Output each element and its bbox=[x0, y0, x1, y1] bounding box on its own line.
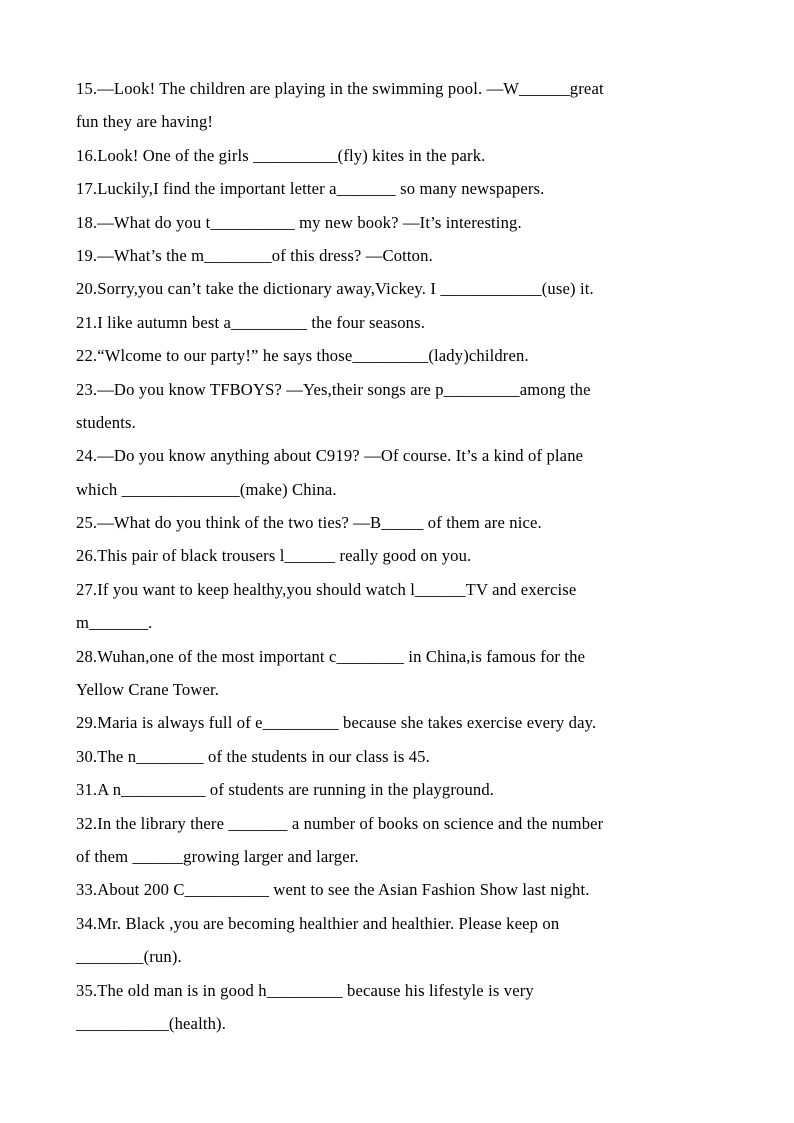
question-line: fun they are having! bbox=[76, 112, 214, 132]
question-31 bbox=[76, 773, 721, 806]
question-33 bbox=[76, 873, 721, 906]
question-line: students. bbox=[76, 412, 136, 432]
question-line: 21.I like autumn best a_________ the four seasons. bbox=[76, 312, 425, 332]
question-line: 19.—What’s the m________of this dress? —Cotton. bbox=[76, 245, 433, 265]
question-line: ________(run). bbox=[76, 947, 182, 967]
question-line: 25.—What do you think of the two ties? —B_____ of them are nice. bbox=[76, 513, 542, 533]
question-25 bbox=[76, 506, 721, 539]
question-27 bbox=[76, 573, 721, 640]
question-line: 20.Sorry,you can’t take the dictionary away,Vickey. I ____________(use) it. bbox=[76, 279, 594, 299]
question-line: 27.If you want to keep healthy,you should watch l______TV and exercise bbox=[76, 579, 577, 599]
question-26 bbox=[76, 539, 721, 572]
question-line: 34.Mr. Black ,you are becoming healthier and healthier. Please keep on bbox=[76, 913, 560, 933]
question-line: 23.—Do you know TFBOYS? —Yes,their songs are p_________among the bbox=[76, 379, 591, 399]
question-line: 33.About 200 C__________ went to see the Asian Fashion Show last night. bbox=[76, 880, 590, 900]
question-21 bbox=[76, 306, 721, 339]
question-35 bbox=[76, 974, 721, 1041]
question-line: 35.The old man is in good h_________ because his lifestyle is very bbox=[76, 980, 534, 1000]
question-28 bbox=[76, 640, 721, 707]
question-line: which ______________(make) China. bbox=[76, 479, 337, 499]
question-34 bbox=[76, 907, 721, 974]
question-line: ___________(health). bbox=[76, 1013, 227, 1033]
question-line: 18.—What do you t__________ my new book? —It’s interesting. bbox=[76, 212, 522, 232]
question-line: 32.In the library there _______ a number of books on science and the number bbox=[76, 813, 604, 833]
question-29 bbox=[76, 706, 721, 739]
question-line: 31.A n__________ of students are running in the playground. bbox=[76, 780, 495, 800]
question-line: 26.This pair of black trousers l______ really good on you. bbox=[76, 546, 472, 566]
question-20 bbox=[76, 272, 721, 305]
question-19 bbox=[76, 239, 721, 272]
question-line: Yellow Crane Tower. bbox=[76, 680, 220, 700]
question-line: 22.“Wlcome to our party!” he says those_________(lady)children. bbox=[76, 346, 529, 366]
question-18 bbox=[76, 206, 721, 239]
question-30 bbox=[76, 740, 721, 773]
question-15 bbox=[76, 72, 721, 139]
question-line: 24.—Do you know anything about C919? —Of course. It’s a kind of plane bbox=[76, 446, 584, 466]
question-line: of them ______growing larger and larger. bbox=[76, 846, 359, 866]
question-line: 30.The n________ of the students in our class is 45. bbox=[76, 746, 430, 766]
question-32 bbox=[76, 807, 721, 874]
question-list bbox=[76, 72, 721, 1040]
question-23 bbox=[76, 373, 721, 440]
question-line: 16.Look! One of the girls __________(fly) kites in the park. bbox=[76, 145, 486, 165]
question-line: 28.Wuhan,one of the most important c________ in China,is famous for the bbox=[76, 646, 586, 666]
question-17 bbox=[76, 172, 721, 205]
question-line: 17.Luckily,I find the important letter a_______ so many newspapers. bbox=[76, 179, 545, 199]
question-line: 15.—Look! The children are playing in the swimming pool. —W______great bbox=[76, 79, 604, 98]
question-22 bbox=[76, 339, 721, 372]
question-line: m_______. bbox=[76, 613, 153, 633]
question-24 bbox=[76, 439, 721, 506]
question-line: 29.Maria is always full of e_________ because she takes exercise every day. bbox=[76, 713, 597, 733]
question-16 bbox=[76, 139, 721, 172]
